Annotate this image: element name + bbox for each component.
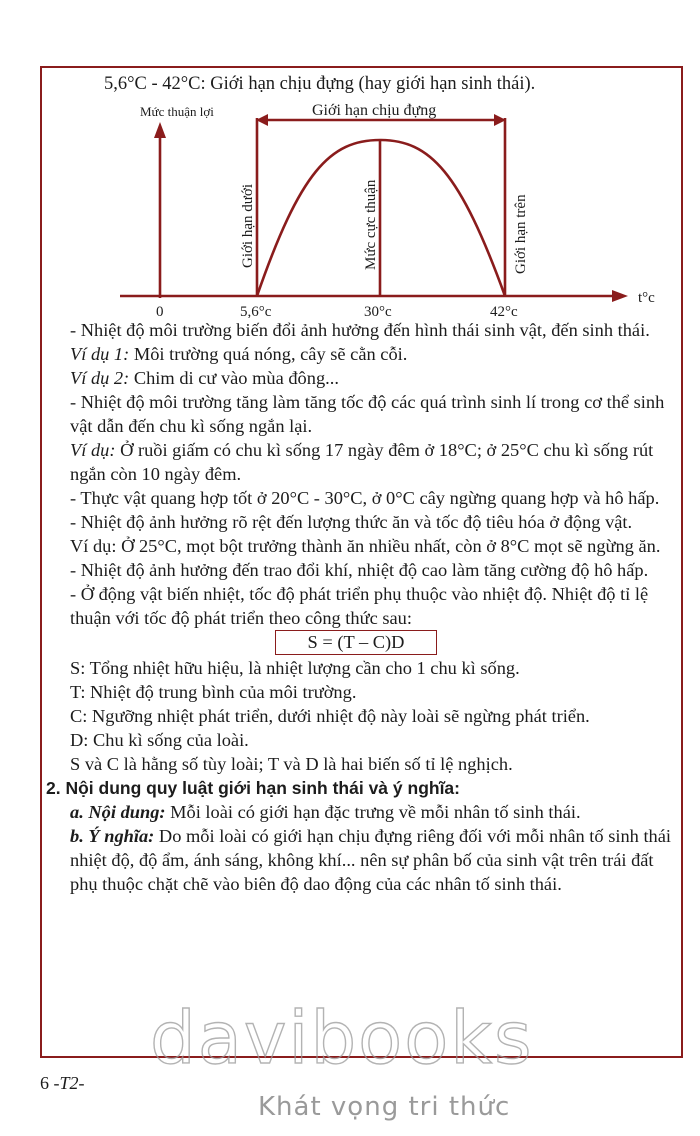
paragraph: - Nhiệt độ ảnh hưởng đến trao đổi khí, nhiệt độ cao làm tăng cường độ hô hấp. xyxy=(70,560,649,580)
lower-limit-label: Giới hạn dưới xyxy=(240,184,256,268)
example: Ví dụ: Ở ruồi giấm có chu kì sống 17 ngày đêm ở 18°C; ở 25°C chu kì sống rút ngắn còn 10 ngày đêm. xyxy=(70,440,654,484)
watermark-tagline: Khát vọng tri thức xyxy=(258,1092,511,1122)
definition: D: Chu kì sống của loài. xyxy=(70,730,249,750)
x-axis-arrow xyxy=(612,290,628,302)
optimum-label: Mức cực thuận xyxy=(363,179,379,270)
tick-label: 0 xyxy=(156,304,164,318)
content-item: a. Nội dung: Mỗi loài có giới hạn đặc trưng về mỗi nhân tố sinh thái. xyxy=(70,802,581,822)
y-axis-arrow xyxy=(154,122,166,138)
section-heading: 2. Nội dung quy luật giới hạn sinh thái và ý nghĩa: xyxy=(46,778,460,798)
definition: S: Tổng nhiệt hữu hiệu, là nhiệt lượng cần cho 1 chu kì sống. xyxy=(70,658,520,678)
paragraph: - Nhiệt độ môi trường biến đổi ảnh hưởng đến hình thái sinh vật, đến sinh thái. xyxy=(70,320,650,340)
x-axis-label: t°c xyxy=(638,290,655,306)
definition: C: Ngưỡng nhiệt phát triển, dưới nhiệt độ này loài sẽ ngừng phát triển. xyxy=(70,706,590,726)
body-text xyxy=(46,318,682,896)
meaning-item: b. Ý nghĩa: Do mỗi loài có giới hạn chịu đựng riêng đối với mỗi nhân tố sinh thái nhiệt độ, độ ẩm, ánh sáng, không khí... nên sự phân bố của sinh vật trên trái đất phụ thuộc chặt chẽ vào biên độ dao động của các nhân tố sinh thái. xyxy=(70,826,672,894)
paragraph: - Nhiệt độ ảnh hưởng rõ rệt đến lượng thức ăn và tốc độ tiêu hóa ở động vật. xyxy=(70,512,633,532)
tolerance-diagram xyxy=(100,92,660,318)
watermark-logo: davibooks xyxy=(150,996,534,1080)
formula-box: S = (T – C)D xyxy=(275,630,437,655)
tick-label: 30°c xyxy=(364,304,392,318)
paragraph: - Ở động vật biến nhiệt, tốc độ phát triển phụ thuộc vào nhiệt độ. Nhiệt độ tỉ lệ thuận với tốc độ phát triển theo công thức sau: xyxy=(70,584,649,628)
section-code: T2 xyxy=(59,1073,79,1093)
y-axis-label: Mức thuận lợi xyxy=(140,104,214,119)
paragraph: - Thực vật quang hợp tốt ở 20°C - 30°C, ở 0°C cây ngừng quang hợp và hô hấp. xyxy=(70,488,660,508)
paragraph: - Nhiệt độ môi trường tăng làm tăng tốc độ các quá trình sinh lí trong cơ thể sinh vật dẫn đến chu kì sống ngắn lại. xyxy=(70,392,665,436)
paragraph: Ví dụ: Ở 25°C, mọt bột trưởng thành ăn nhiều nhất, còn ở 8°C mọt sẽ ngừng ăn. xyxy=(70,536,661,556)
formula-row xyxy=(70,630,682,656)
tick-label: 5,6°c xyxy=(240,304,272,318)
definition: T: Nhiệt độ trung bình của môi trường. xyxy=(70,682,357,702)
page-number: 6 - xyxy=(40,1073,60,1093)
upper-limit-label: Giới hạn trên xyxy=(513,194,529,274)
example: Ví dụ 1: Môi trường quá nóng, cây sẽ cằn cỗi. xyxy=(70,344,408,364)
diagram-heading: 5,6°C - 42°C: Giới hạn chịu đựng (hay giới hạn sinh thái). xyxy=(104,74,536,94)
page-footer: 6 -T2- xyxy=(40,1073,85,1093)
example: Ví dụ 2: Chim di cư vào mùa đông... xyxy=(70,368,339,388)
tick-label: 42°c xyxy=(490,304,518,318)
note: S và C là hằng số tùy loài; T và D là hai biến số tỉ lệ nghịch. xyxy=(70,754,513,774)
range-label: Giới hạn chịu đựng xyxy=(312,102,437,119)
